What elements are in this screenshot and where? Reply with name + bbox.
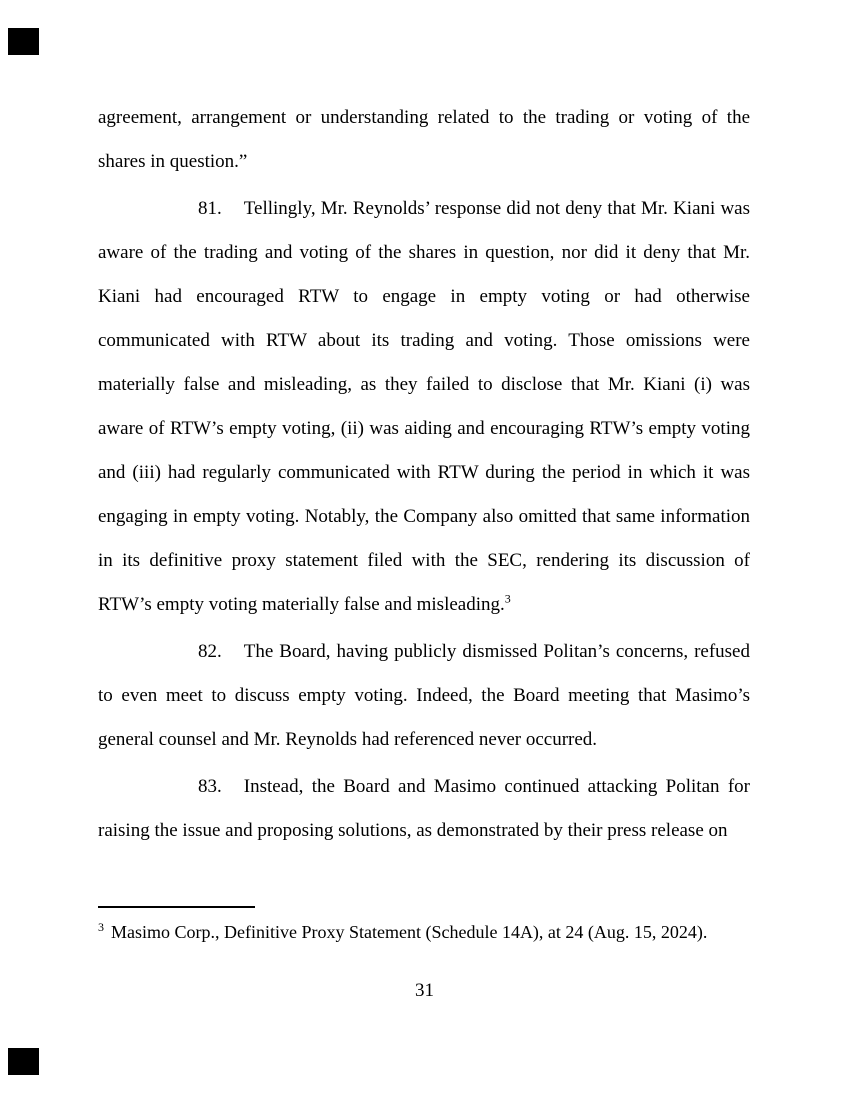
paragraph-81 [98, 187, 750, 627]
paragraph-83-text: Instead, the Board and Masimo continued attacking Politan for raising the issue and proposing solutions, as demonstrated by their press release on [98, 776, 750, 841]
footnote-separator-rule [98, 906, 255, 908]
quote-continuation-paragraph: agreement, arrangement or understanding related to the trading or voting of the shares in question.” [98, 107, 750, 172]
paragraph-81-text: Tellingly, Mr. Reynolds’ response did not deny that Mr. Kiani was aware of the trading and voting of the shares in question, nor did it deny that Mr. Kiani had encouraged RTW to engage in empty voting or had otherwise communicated with RTW about its trading and voting. Those omissions were materially false and misleading, as they failed to disclose that Mr. Kiani (i) was aware of RTW’s empty voting, (ii) was aiding and encouraging RTW’s empty voting and (iii) had regularly communicated with RTW during the period in which it was engaging in empty voting. Notably, the Company also omitted that same information in its definitive proxy statement filed with the SEC, rendering its discussion of RTW’s empty voting materially false and misleading. [98, 198, 750, 615]
paragraph-82 [98, 630, 750, 762]
paragraph-82-number: 82. [198, 641, 222, 662]
footnote-text: Masimo Corp., Definitive Proxy Statement (Schedule 14A), at 24 (Aug. 15, 2024). [111, 922, 708, 942]
footnote-3 [98, 918, 758, 946]
footnote-reference-3: 3 [504, 591, 511, 606]
scan-redaction-mark-bottom-left [8, 1048, 39, 1075]
scan-redaction-mark-top-left [8, 28, 39, 55]
body-text [98, 96, 750, 853]
paragraph-82-text: The Board, having publicly dismissed Politan’s concerns, refused to even meet to discuss empty voting. Indeed, the Board meeting that Masimo’s general counsel and Mr. Reynolds had referenced never occurred. [98, 641, 750, 750]
page-number: 31 [415, 980, 434, 1001]
footnote-marker: 3 [98, 920, 104, 934]
paragraph-81-number: 81. [198, 198, 222, 219]
paragraph-83 [98, 765, 750, 853]
paragraph-83-number: 83. [198, 776, 222, 797]
